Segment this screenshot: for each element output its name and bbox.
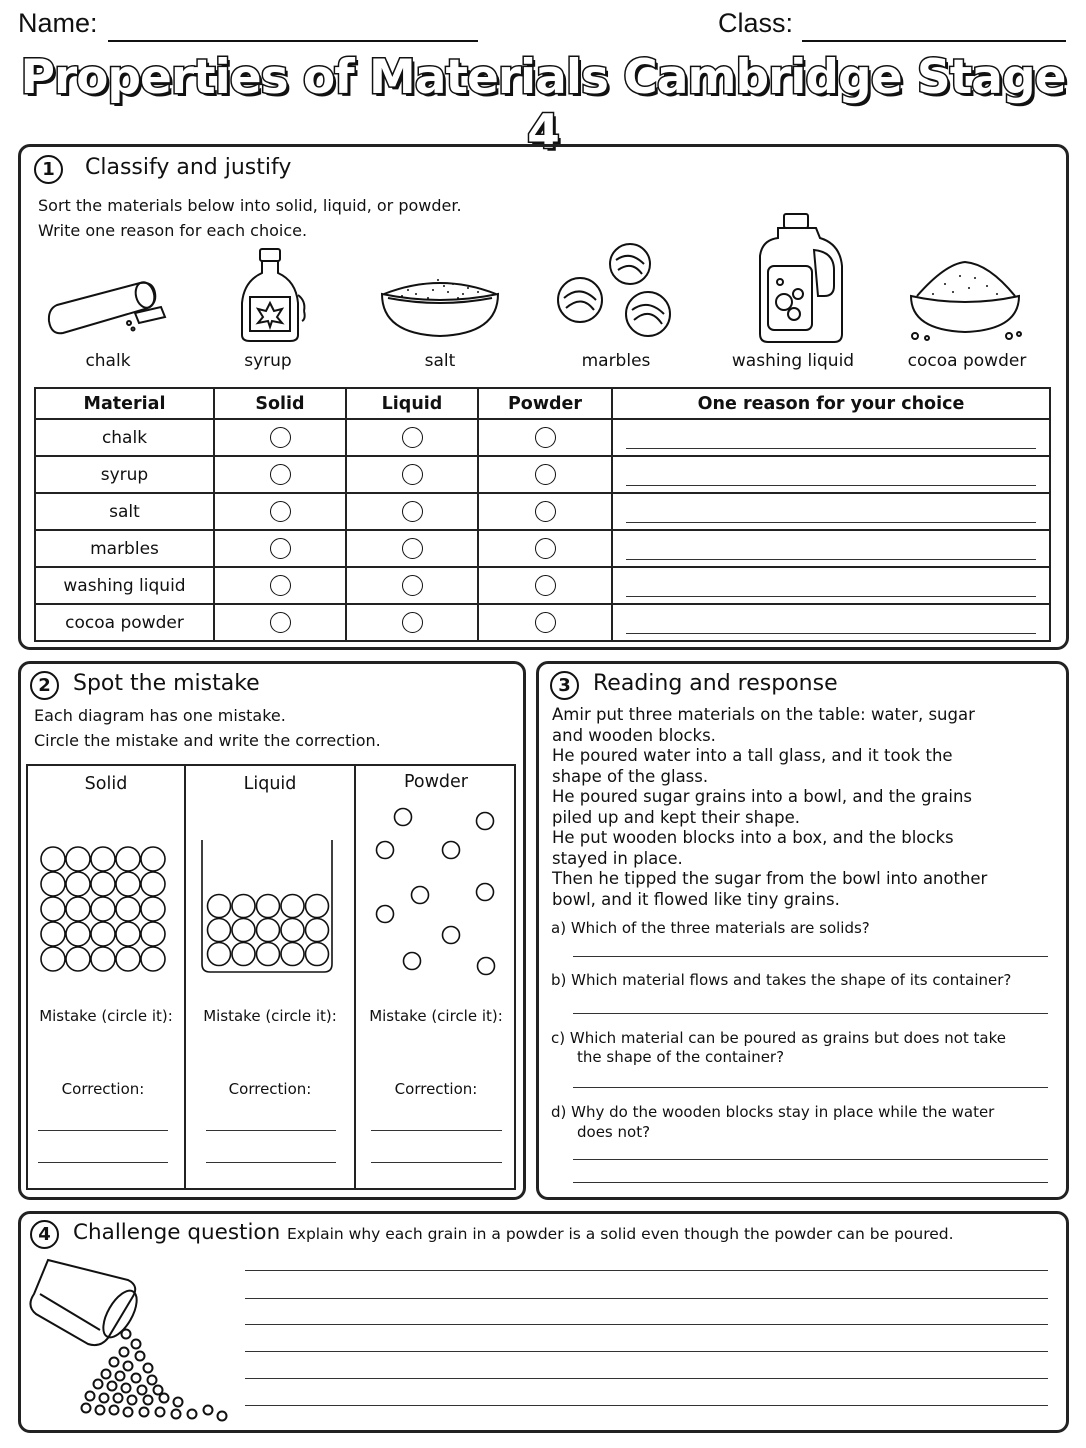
liquid-particle <box>232 943 255 966</box>
column-header: Material <box>35 388 214 419</box>
section-title: Challenge question <box>73 1220 281 1245</box>
column-divider <box>184 764 186 1190</box>
material-name: chalk <box>35 419 214 456</box>
solid-radio[interactable] <box>270 538 291 559</box>
challenge-answer-line[interactable] <box>245 1378 1048 1379</box>
question-letter: d) <box>551 1103 567 1121</box>
material-name: marbles <box>35 530 214 567</box>
correction-answer-line[interactable] <box>38 1130 168 1131</box>
correction-label: Correction: <box>61 1080 145 1098</box>
mistake-label: Mistake (circle it): <box>203 1007 337 1025</box>
chalk-icon <box>45 275 170 345</box>
column-header: Liquid <box>346 388 478 419</box>
solid-particle <box>141 947 165 971</box>
liquid-particles-diagram[interactable] <box>198 838 338 976</box>
solid-particle <box>141 872 165 896</box>
challenge-prompt: Explain why each grain in a powder is a solid even though the powder can be poured. <box>287 1225 954 1243</box>
diagram-title-liquid: Liquid <box>243 774 297 794</box>
challenge-answer-line[interactable] <box>245 1405 1048 1406</box>
image-label: washing liquid <box>731 351 855 371</box>
solid-particle <box>91 847 115 871</box>
powder-grain <box>160 1394 169 1403</box>
column-divider <box>354 764 356 1190</box>
question-c <box>551 1028 1006 1048</box>
section-number: 1 <box>34 155 63 184</box>
powder-radio[interactable] <box>535 427 556 448</box>
powder-grain <box>188 1410 197 1419</box>
reason-answer-line[interactable] <box>626 474 1036 486</box>
solid-radio[interactable] <box>270 612 291 633</box>
powder-grain <box>122 1384 131 1393</box>
solid-particle <box>116 897 140 921</box>
question-text: Which of the three materials are solids? <box>570 919 870 937</box>
liquid-radio[interactable] <box>402 427 423 448</box>
question-text: Why do the wooden blocks stay in place while the water <box>571 1103 995 1121</box>
solid-particle <box>41 872 65 896</box>
solid-particle <box>66 947 90 971</box>
liquid-radio[interactable] <box>402 464 423 485</box>
answer-line[interactable] <box>573 956 1048 957</box>
material-name: syrup <box>35 456 214 493</box>
passage-line: Then he tipped the sugar from the bowl into another <box>552 869 988 888</box>
correction-answer-line[interactable] <box>206 1130 336 1131</box>
solid-particles-diagram[interactable] <box>40 846 166 972</box>
question-text: the shape of the container? <box>577 1048 785 1066</box>
liquid-particle <box>257 943 280 966</box>
powder-grain <box>86 1392 95 1401</box>
reason-answer-line[interactable] <box>626 585 1036 597</box>
passage-line: piled up and kept their shape. <box>552 807 801 827</box>
solid-particle <box>91 897 115 921</box>
material-name: cocoa powder <box>35 604 214 641</box>
passage-line: He poured sugar grains into a bowl, and the grains <box>552 787 973 806</box>
syrup-bottle-icon <box>232 245 312 345</box>
material-name: washing liquid <box>35 567 214 604</box>
liquid-particle <box>208 919 231 942</box>
material-name: salt <box>35 493 214 530</box>
solid-particle <box>141 922 165 946</box>
liquid-particle <box>257 919 280 942</box>
powder-grain <box>102 1370 111 1379</box>
reason-answer-line[interactable] <box>626 548 1036 560</box>
table-row <box>35 567 1050 604</box>
powder-radio[interactable] <box>535 464 556 485</box>
powder-grain <box>114 1394 123 1403</box>
solid-particle <box>91 922 115 946</box>
diagram-title-solid: Solid <box>84 774 128 794</box>
solid-particle <box>41 922 65 946</box>
passage-line: Amir put three materials on the table: water, sugar <box>552 705 975 724</box>
challenge-answer-line[interactable] <box>245 1324 1048 1325</box>
solid-particle <box>116 922 140 946</box>
image-label: marbles <box>581 351 651 371</box>
liquid-particle <box>208 895 231 918</box>
solid-radio[interactable] <box>270 427 291 448</box>
liquid-particle <box>306 895 329 918</box>
correction-answer-line[interactable] <box>206 1162 336 1163</box>
classification-table <box>34 387 1051 642</box>
question-a <box>551 918 870 938</box>
powder-grain <box>154 1386 163 1395</box>
section-title: Spot the mistake <box>73 671 260 696</box>
powder-particles-diagram[interactable] <box>366 800 506 982</box>
powder-grain <box>122 1330 131 1339</box>
section-title: Classify and justify <box>85 155 292 180</box>
powder-radio[interactable] <box>535 538 556 559</box>
solid-particle <box>66 872 90 896</box>
table-row <box>35 456 1050 493</box>
question-letter: b) <box>551 971 567 989</box>
challenge-answer-line[interactable] <box>245 1351 1048 1352</box>
passage-line: bowl, and it flowed like tiny grains. <box>552 889 840 909</box>
powder-grain <box>116 1372 125 1381</box>
answer-line[interactable] <box>573 1182 1048 1183</box>
page-title: Properties of Materials Cambridge Stage 4 <box>20 50 1066 160</box>
image-label: salt <box>424 351 456 371</box>
name-field[interactable] <box>108 40 478 42</box>
correction-label: Correction: <box>228 1080 312 1098</box>
passage-line: and wooden blocks. <box>552 725 716 745</box>
liquid-particle <box>306 943 329 966</box>
instruction-line: Write one reason for each choice. <box>38 221 308 240</box>
liquid-particle <box>281 919 304 942</box>
solid-particle <box>41 947 65 971</box>
diagram-title-powder: Powder <box>403 772 469 792</box>
powder-grain <box>128 1396 137 1405</box>
powder-grain <box>138 1386 147 1395</box>
powder-grain <box>140 1408 149 1417</box>
powder-grain <box>124 1408 133 1417</box>
question-letter: c) <box>551 1029 566 1047</box>
liquid-particle <box>232 919 255 942</box>
column-header: Powder <box>478 388 612 419</box>
detergent-bottle-icon <box>754 210 849 345</box>
powder-radio[interactable] <box>535 575 556 596</box>
challenge-answer-line[interactable] <box>245 1270 1048 1271</box>
powder-grain <box>144 1364 153 1373</box>
solid-particle <box>116 872 140 896</box>
question-text: does not? <box>577 1123 651 1141</box>
solid-particle <box>141 847 165 871</box>
question-b <box>551 970 1011 990</box>
liquid-particle <box>281 943 304 966</box>
salt-bowl-icon <box>378 262 503 342</box>
solid-radio[interactable] <box>270 501 291 522</box>
section-title: Reading and response <box>593 671 838 696</box>
section-number: 4 <box>30 1220 59 1249</box>
class-label: Class: <box>718 8 794 38</box>
table-row <box>35 419 1050 456</box>
powder-grain <box>82 1404 91 1413</box>
correction-answer-line[interactable] <box>371 1130 502 1131</box>
solid-particle <box>91 872 115 896</box>
powder-grain <box>132 1340 141 1349</box>
powder-grain <box>94 1380 103 1389</box>
reason-answer-line[interactable] <box>626 437 1036 449</box>
powder-grain <box>156 1408 165 1417</box>
solid-particle <box>41 847 65 871</box>
mistake-label: Mistake (circle it): <box>39 1007 173 1025</box>
class-field[interactable] <box>802 40 1066 42</box>
reason-answer-line[interactable] <box>626 511 1036 523</box>
table-header-row <box>35 388 1050 419</box>
powder-grain <box>108 1382 117 1391</box>
solid-radio[interactable] <box>270 464 291 485</box>
instruction-line: Sort the materials below into solid, liquid, or powder. <box>38 196 462 215</box>
spilled-jar-powder-icon <box>28 1252 238 1422</box>
cocoa-bowl-icon <box>905 258 1027 343</box>
solid-particle <box>41 897 65 921</box>
powder-grain <box>110 1406 119 1415</box>
section-number: 3 <box>550 671 579 700</box>
solid-particle <box>116 947 140 971</box>
passage-line: He poured water into a tall glass, and it took the <box>552 746 953 765</box>
powder-grain <box>132 1374 141 1383</box>
answer-line[interactable] <box>573 1087 1048 1088</box>
question-letter: a) <box>551 919 567 937</box>
passage-line: He put wooden blocks into a box, and the blocks <box>552 828 954 847</box>
answer-line[interactable] <box>573 1159 1048 1160</box>
image-label: syrup <box>244 351 292 371</box>
liquid-radio[interactable] <box>402 538 423 559</box>
liquid-radio[interactable] <box>402 575 423 596</box>
powder-radio[interactable] <box>535 501 556 522</box>
passage-line: shape of the glass. <box>552 766 709 786</box>
question-text: Which material can be poured as grains but does not take <box>569 1029 1006 1047</box>
table-row <box>35 493 1050 530</box>
marbles-icon <box>552 240 682 345</box>
correction-answer-line[interactable] <box>38 1162 168 1163</box>
powder-grain <box>96 1406 105 1415</box>
correction-answer-line[interactable] <box>371 1162 502 1163</box>
powder-grain <box>100 1394 109 1403</box>
liquid-radio[interactable] <box>402 501 423 522</box>
powder-grain <box>218 1412 227 1421</box>
reading-passage <box>552 705 1057 910</box>
liquid-particle <box>257 895 280 918</box>
image-label: cocoa powder <box>907 351 1027 371</box>
answer-line[interactable] <box>573 1013 1048 1014</box>
liquid-particle <box>281 895 304 918</box>
column-header: One reason for your choice <box>612 388 1050 419</box>
instruction-line: Each diagram has one mistake. <box>34 706 286 725</box>
powder-grain <box>148 1376 157 1385</box>
powder-grain <box>174 1398 183 1407</box>
image-label: chalk <box>85 351 131 371</box>
powder-grain <box>110 1358 119 1367</box>
powder-grain <box>120 1348 129 1357</box>
solid-particle <box>116 847 140 871</box>
instruction-line: Circle the mistake and write the correction. <box>34 731 381 750</box>
powder-grain <box>136 1352 145 1361</box>
table-row <box>35 604 1050 641</box>
liquid-radio[interactable] <box>402 612 423 633</box>
solid-radio[interactable] <box>270 575 291 596</box>
question-d <box>551 1102 994 1122</box>
section-number: 2 <box>30 671 59 700</box>
solid-particle <box>141 897 165 921</box>
challenge-answer-line[interactable] <box>245 1298 1048 1299</box>
solid-particle <box>66 847 90 871</box>
reason-answer-line[interactable] <box>626 622 1036 634</box>
liquid-particle <box>232 895 255 918</box>
name-label: Name: <box>18 8 98 38</box>
liquid-particle <box>208 943 231 966</box>
liquid-particle <box>306 919 329 942</box>
question-text: Which material flows and takes the shape of its container? <box>571 971 1012 989</box>
solid-particle <box>91 947 115 971</box>
table-row <box>35 530 1050 567</box>
correction-label: Correction: <box>394 1080 478 1098</box>
passage-line: stayed in place. <box>552 848 683 868</box>
powder-radio[interactable] <box>535 612 556 633</box>
powder-grain <box>124 1362 133 1371</box>
solid-particle <box>66 897 90 921</box>
powder-grain <box>144 1396 153 1405</box>
powder-grain <box>172 1410 181 1419</box>
solid-particle <box>66 922 90 946</box>
powder-grain <box>204 1406 213 1415</box>
mistake-label: Mistake (circle it): <box>369 1007 503 1025</box>
column-header: Solid <box>214 388 346 419</box>
